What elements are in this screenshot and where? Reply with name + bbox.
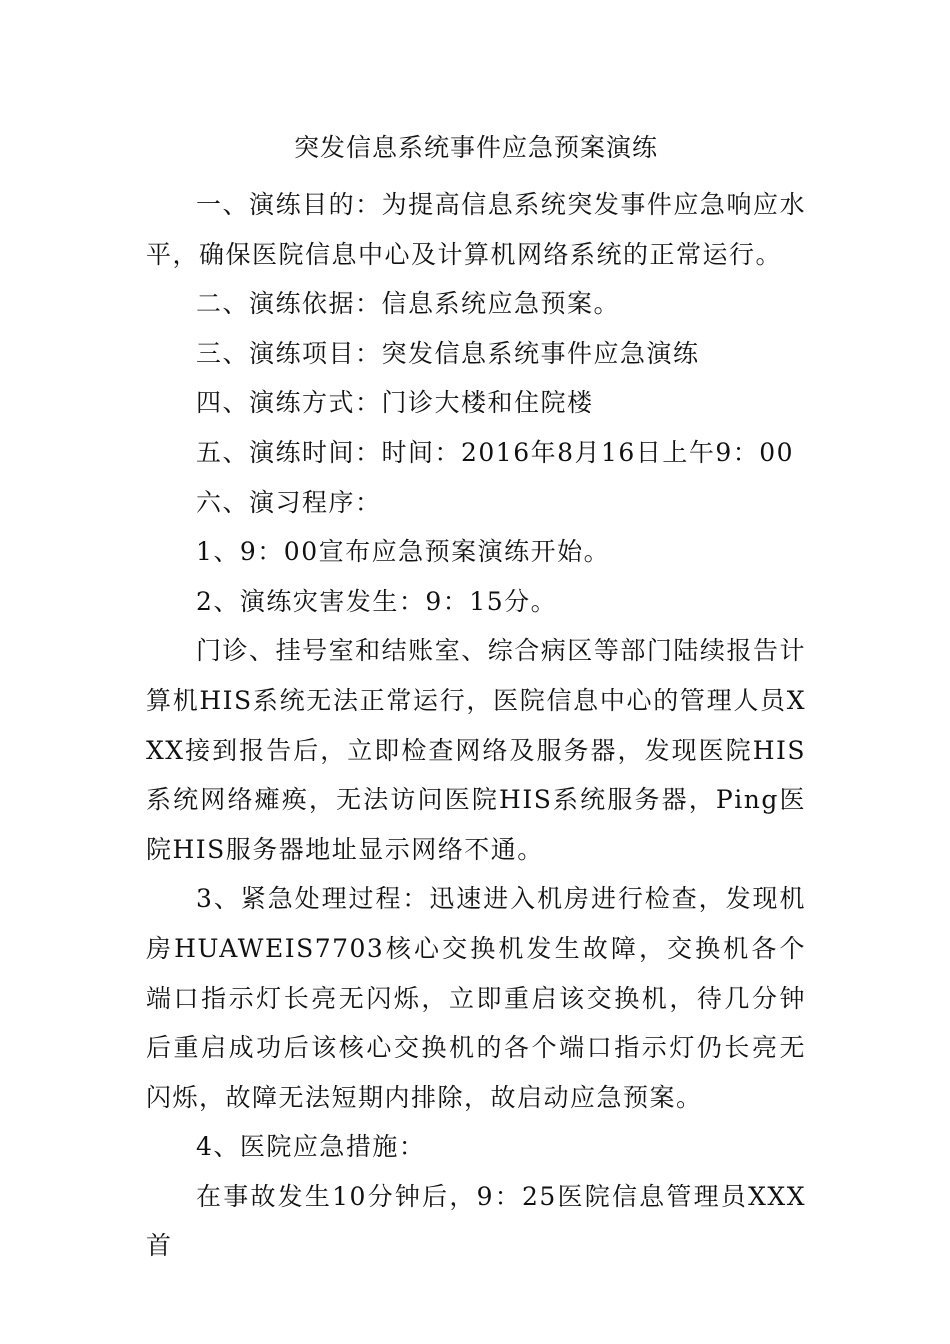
paragraph-basis: 二、演练依据：信息系统应急预案。 bbox=[196, 289, 621, 319]
paragraph-project: 三、演练项目：突发信息系统事件应急演练 bbox=[196, 338, 700, 368]
paragraph-procedure-heading: 六、演习程序： bbox=[196, 487, 382, 517]
paragraph-response: 在事故发生10分钟后，9：25医院信息管理员XXX首 bbox=[146, 1181, 806, 1261]
paragraph-incident-report: 门诊、挂号室和结账室、综合病区等部门陆续报告计算机HIS系统无法正常运行，医院信息中心的管理人员XXX接到报告后，立即检查网络及服务器，发现医院HIS系统网络瘫痪，无法访问医院HIS系统服务器，Ping医院HIS服务器地址显示网络不通。 bbox=[146, 636, 806, 864]
paragraph-purpose: 一、演练目的：为提高信息系统突发事件应急响应水平，确保医院信息中心及计算机网络系统的正常运行。 bbox=[146, 190, 806, 269]
document-title: 突发信息系统事件应急预案演练 bbox=[293, 133, 658, 162]
paragraph-step-2: 2、演练灾害发生：9：15分。 bbox=[196, 586, 558, 616]
paragraph-step-3: 3、紧急处理过程：迅速进入机房进行检查，发现机房HUAWEIS7703核心交换机发生故障，交换机各个端口指示灯长亮无闪烁，立即重启该交换机，待几分钟后重启成功后该核心交换机的各个端口指示灯仍长亮无闪烁，故障无法短期内排除，故启动应急预案。 bbox=[146, 884, 806, 1112]
paragraph-step-4: 4、医院应急措施： bbox=[196, 1132, 426, 1162]
paragraph-method: 四、演练方式：门诊大楼和住院楼 bbox=[196, 388, 594, 418]
paragraph-time: 五、演练时间：时间：2016年8月16日上午9：00 bbox=[196, 437, 795, 467]
document-body bbox=[146, 131, 806, 1271]
paragraph-step-1: 1、9：00宣布应急预案演练开始。 bbox=[196, 537, 611, 567]
